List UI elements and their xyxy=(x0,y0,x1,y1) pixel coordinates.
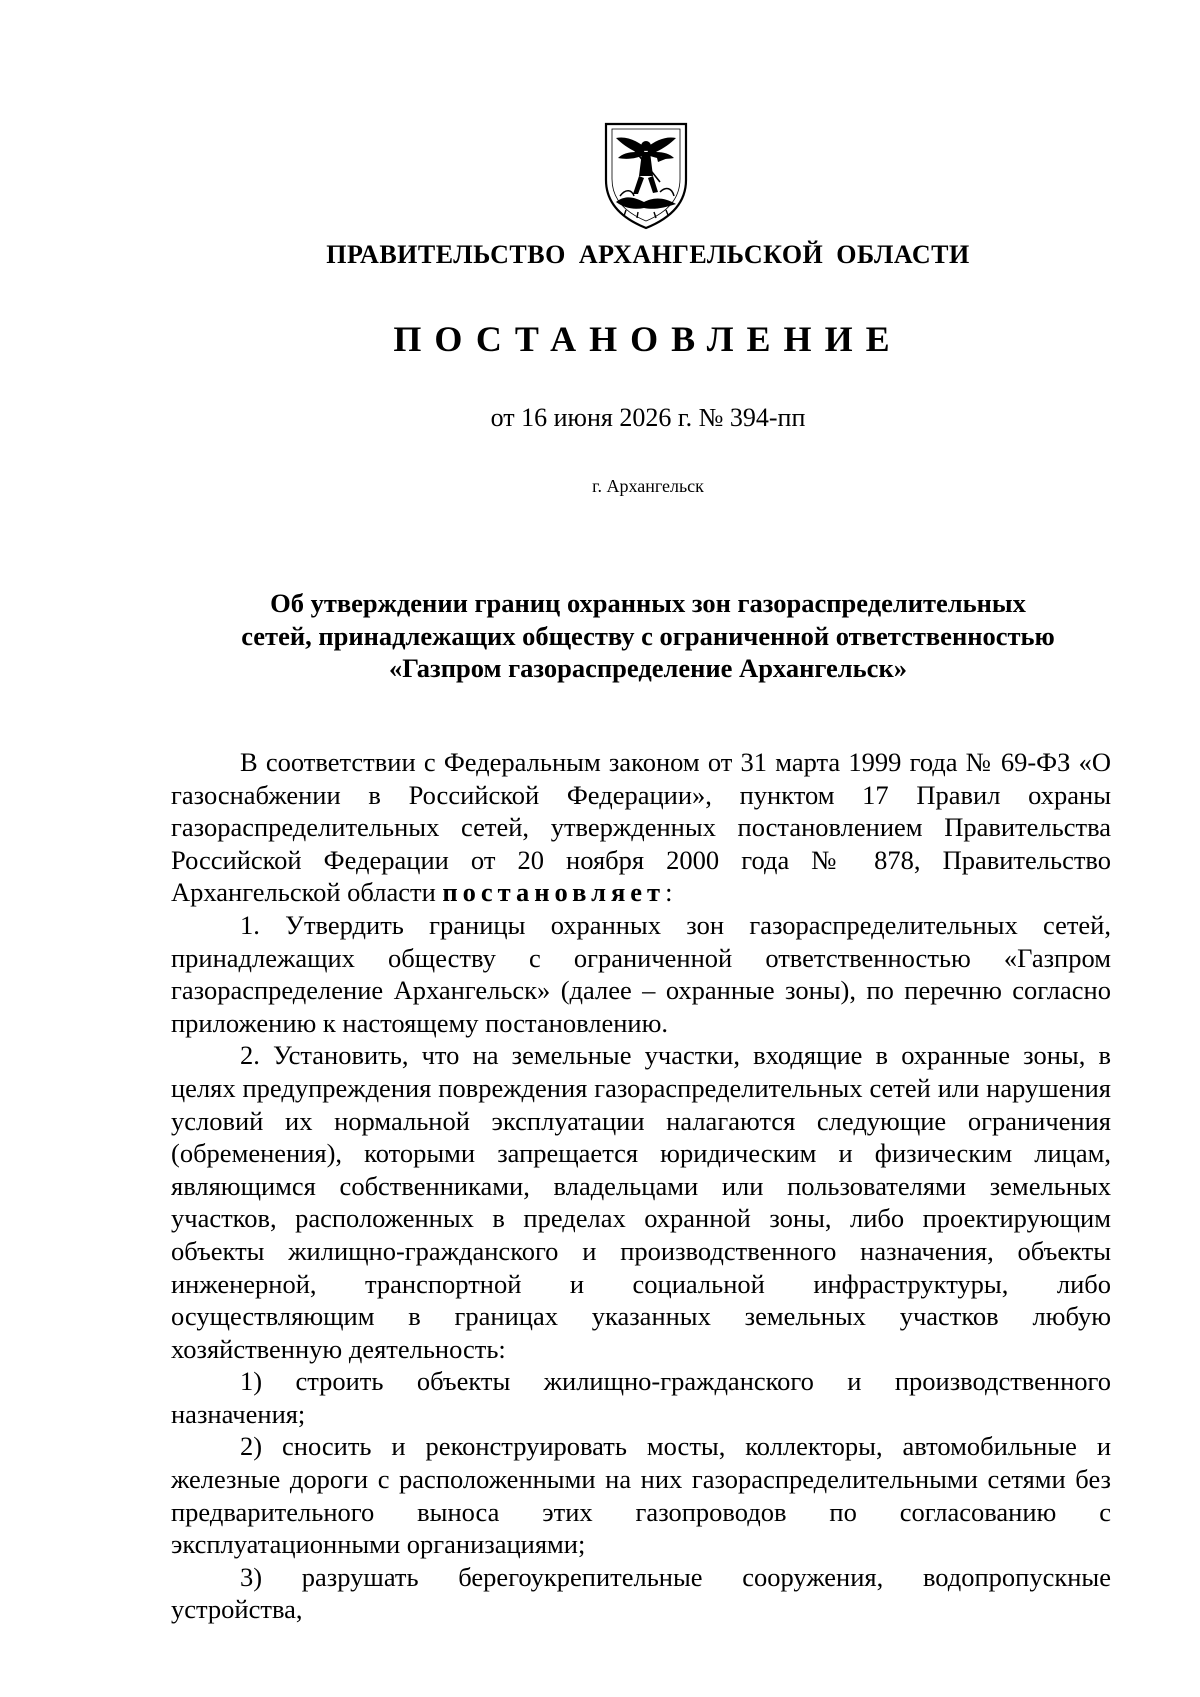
document-type-heading: ПОСТАНОВЛЕНИЕ xyxy=(393,319,903,359)
subitem-3-paragraph: 3) разрушать берегоукрепительные сооружения, водопропускные устройства, xyxy=(171,1561,1111,1625)
preamble-paragraph xyxy=(171,746,1111,909)
document-city: г. Архангельск xyxy=(592,476,704,496)
subitem-2-paragraph: 2) сносить и реконструировать мосты, коллекторы, автомобильные и железные дороги с расположенными на них газораспределительными сетями без предварительного выноса этих газопроводов по согласованию с эксплуатационными организациями; xyxy=(171,1431,1111,1560)
document-subject xyxy=(170,587,1126,685)
preamble-text: В соответствии с Федеральным законом от 31 марта 1999 года № 69-ФЗ «О газоснабжении в Российской Федерации», пунктом 17 Правил охраны газораспределительных сетей, утвержденных постановлением Правительства Российской Федерации от 20 ноября 2000 года № 878, Правительство Архангельской области xyxy=(171,747,1111,908)
subject-line-1: Об утверждении границ охранных зон газораспределительных xyxy=(270,588,1026,618)
subject-line-2: сетей, принадлежащих обществу с ограниченной ответственностью xyxy=(241,620,1055,651)
subject-line-3: «Газпром газораспределение Архангельск» xyxy=(389,653,907,683)
resolves-colon: : xyxy=(665,877,673,908)
subitem-1-paragraph: 1) строить объекты жилищно-гражданского и производственного назначения; xyxy=(171,1366,1111,1429)
document-body xyxy=(171,746,1111,1626)
item-1-paragraph: 1. Утвердить границы охранных зон газораспределительных сетей, принадлежащих обществу с ограниченной ответственностью «Газпром газораспределение Архангельск» (далее – охранные зоны), по перечню согласно приложению к настоящему постановлению. xyxy=(171,909,1111,1038)
document-date-number: от 16 июня 2026 г. № 394-пп xyxy=(490,403,806,432)
organization-title: ПРАВИТЕЛЬСТВО АРХАНГЕЛЬСКОЙ ОБЛАСТИ xyxy=(326,240,970,269)
coat-of-arms-icon xyxy=(598,118,694,230)
item-2-paragraph: 2. Установить, что на земельные участки, входящие в охранные зоны, в целях предупреждения повреждения газораспределительных сетей или нарушения условий их нормальной эксплуатации налагаются следующие ограничения (обременения), которыми запрещается юридическим и физическим лицам, являющимся собственниками, владельцами или пользователями земельных участков, расположенных в пределах охранной зоны, либо проектирующим объекты жилищно-гражданского и производственного назначения, объекты инженерной, транспортной и социальной инфраструктуры, либо осуществляющим в границах указанных земельных участков любую хозяйственную деятельность: xyxy=(171,1040,1111,1364)
resolves-word: постановляет xyxy=(442,877,666,908)
